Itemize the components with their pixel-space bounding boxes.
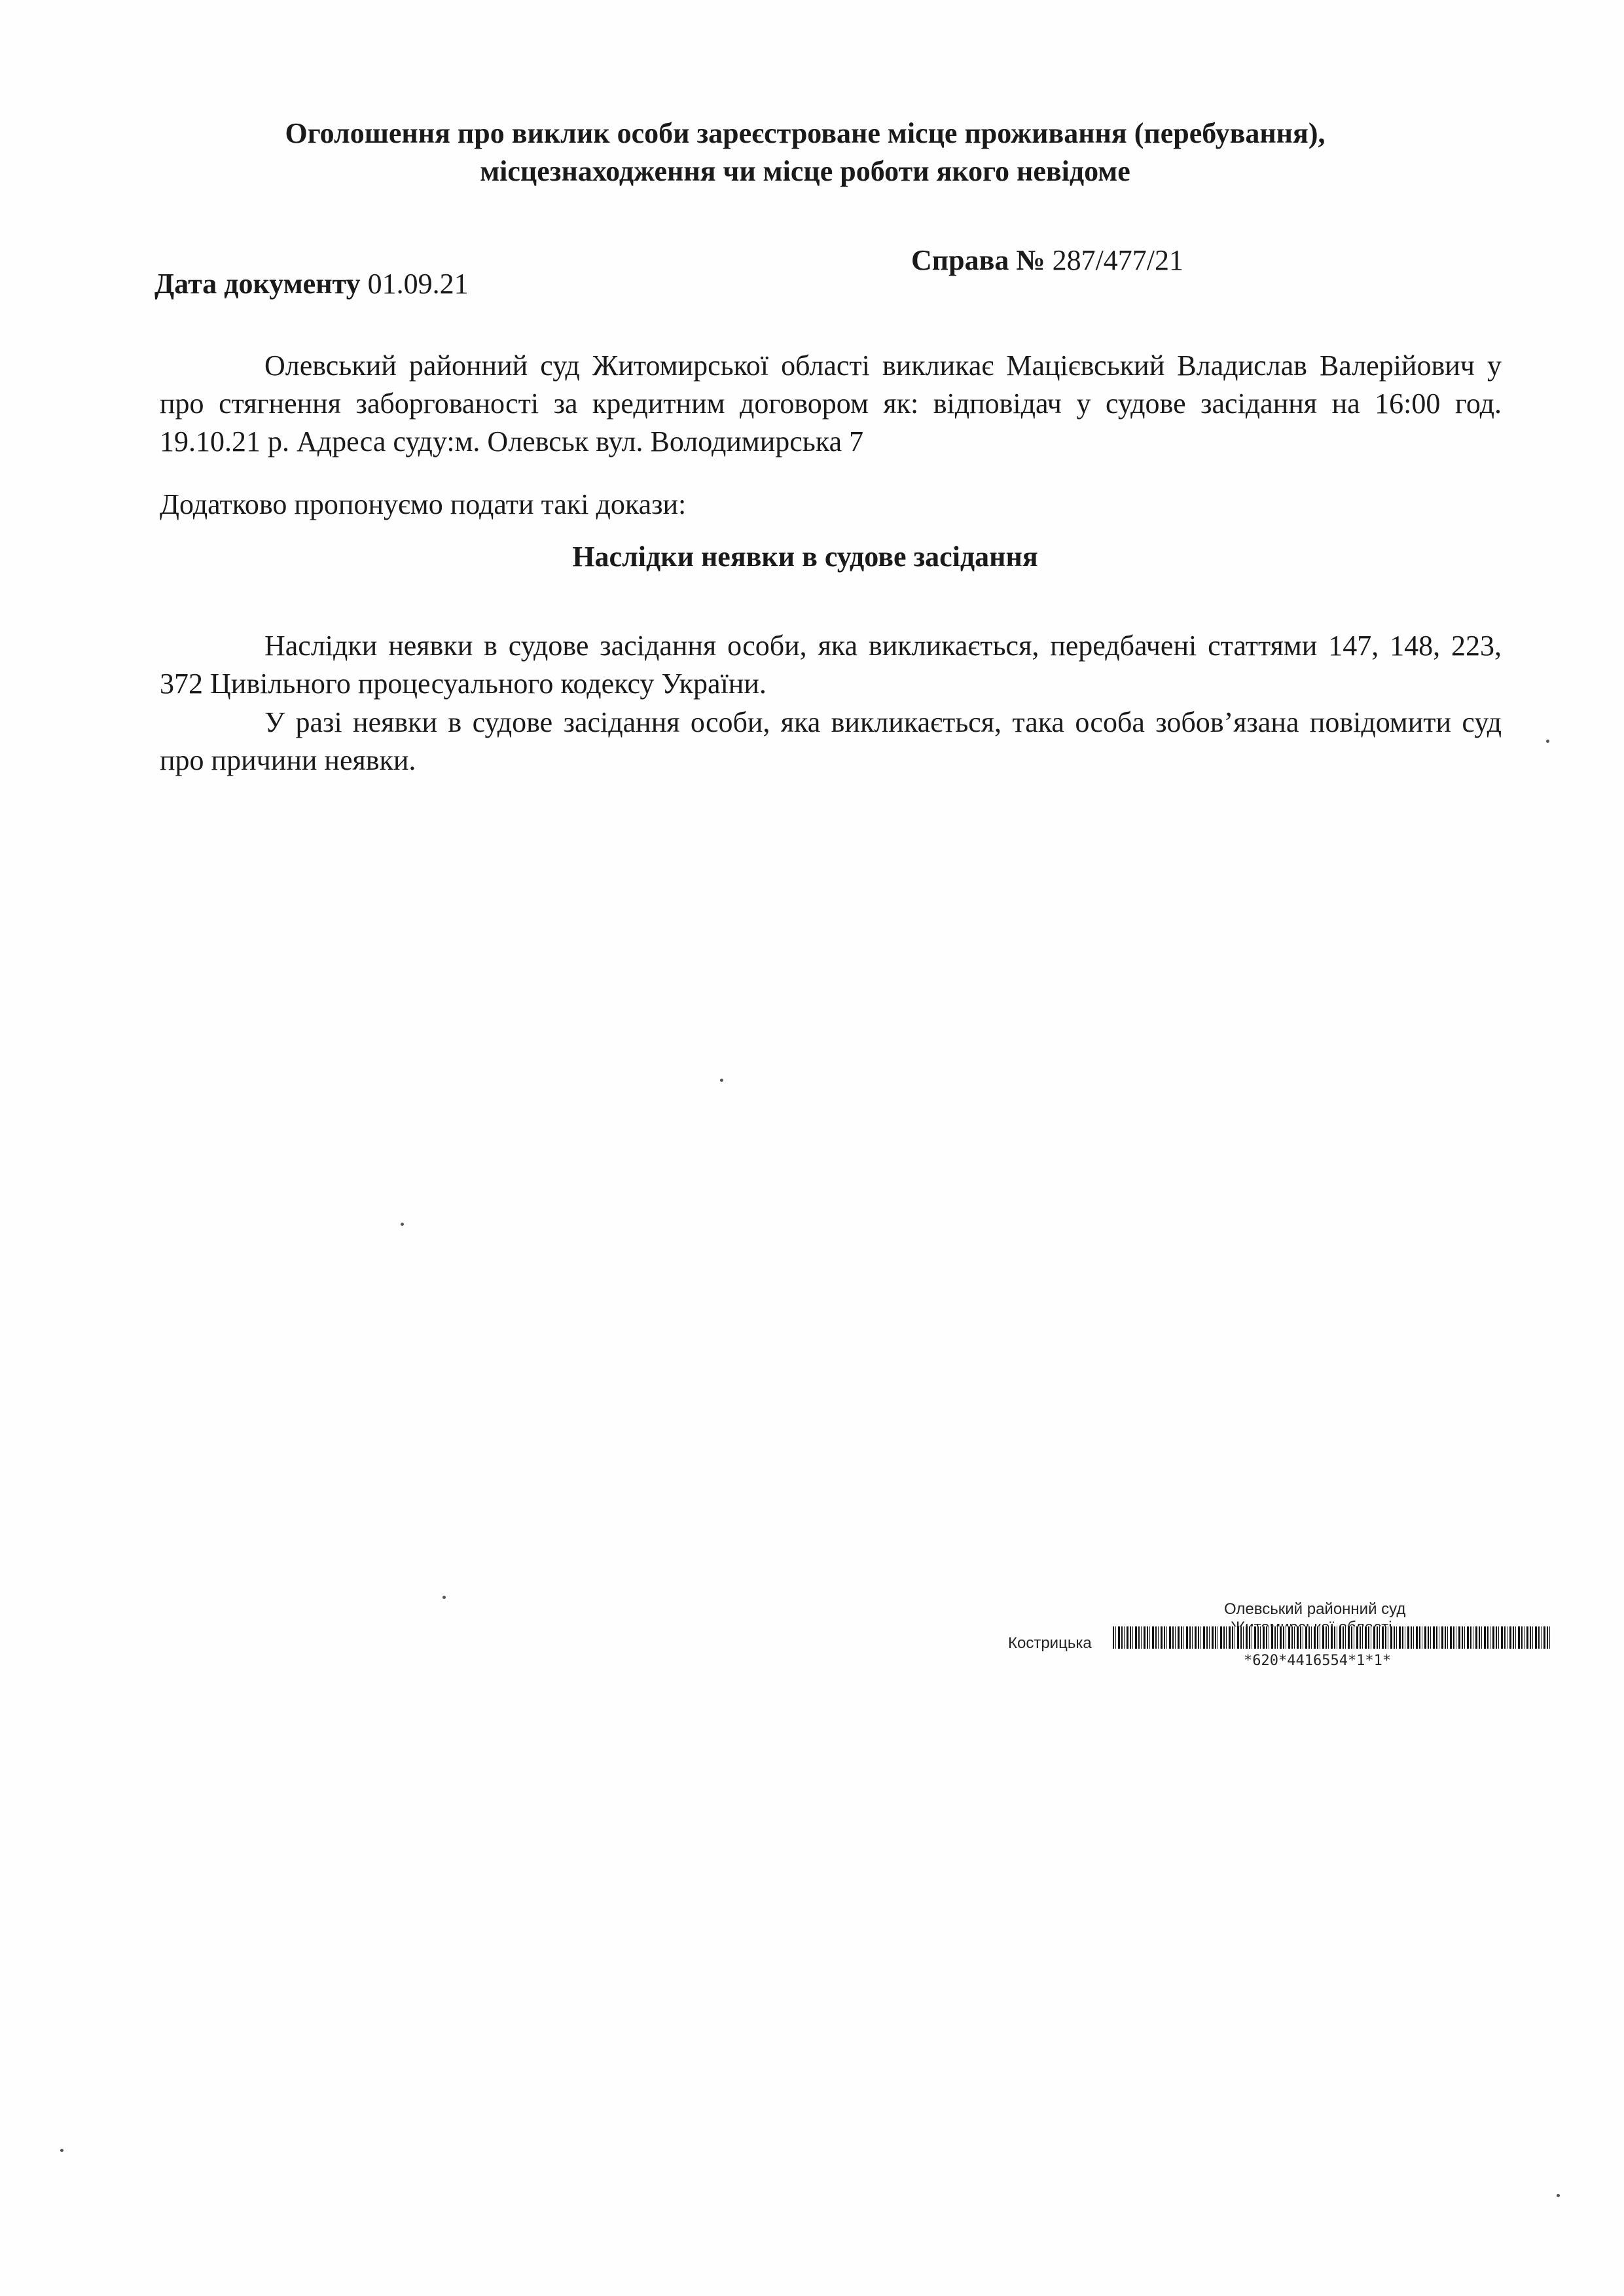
date-label: Дата документу: [154, 268, 361, 300]
stamp-code: *620*4416554*1*1*: [1244, 1653, 1392, 1669]
document-title: [151, 115, 1460, 190]
date-value: 01.09.21: [367, 268, 469, 300]
scan-speck: [1557, 2194, 1560, 2197]
title-line-2: місцезнаходження чи місце роботи якого невідоме: [480, 155, 1130, 187]
consequences-paragraph-1: Наслідки неявки в судове засідання особи, яка викликається, передбачені статтями 147, 148, 223, 372 Цивільного процесуального кодексу України.: [160, 630, 1502, 700]
scan-speck: [1546, 740, 1549, 743]
case-value: 287/477/21: [1052, 244, 1184, 276]
court-stamp: [1008, 1600, 1558, 1672]
scan-speck: [401, 1223, 404, 1226]
scan-speck: [720, 1079, 723, 1082]
document-date: [154, 267, 469, 300]
scan-speck: [60, 2149, 63, 2152]
case-number: [911, 243, 1183, 277]
consequences-heading: Наслідки неявки в судове засідання: [572, 541, 1038, 573]
barcode: [1113, 1626, 1551, 1649]
stamp-clerk: Кострицька: [1008, 1634, 1092, 1652]
evidence-request: Додатково пропонуємо подати такі докази:: [160, 488, 687, 520]
title-line-1: Оголошення про виклик особи зареєстроване місце проживання (перебування),: [285, 117, 1326, 149]
scan-speck: [442, 1596, 446, 1599]
consequences-paragraph-2: У разі неявки в судове засідання особи, яка викликається, така особа зобов’язана повідомити суд про причини неявки.: [160, 706, 1502, 776]
summons-paragraph: Олевський районний суд Житомирської області викликає Мацієвський Владислав Валерійович у про стягнення заборгованості за кредитним договором як: відповідач у судове засідання на 16:00 год. 19.10.21 р. Адреса суду:м. Олевськ вул. Володимирська 7: [160, 350, 1502, 457]
case-label: Справа №: [911, 244, 1045, 276]
stamp-court-name: Олевський районний суд: [1224, 1600, 1406, 1618]
